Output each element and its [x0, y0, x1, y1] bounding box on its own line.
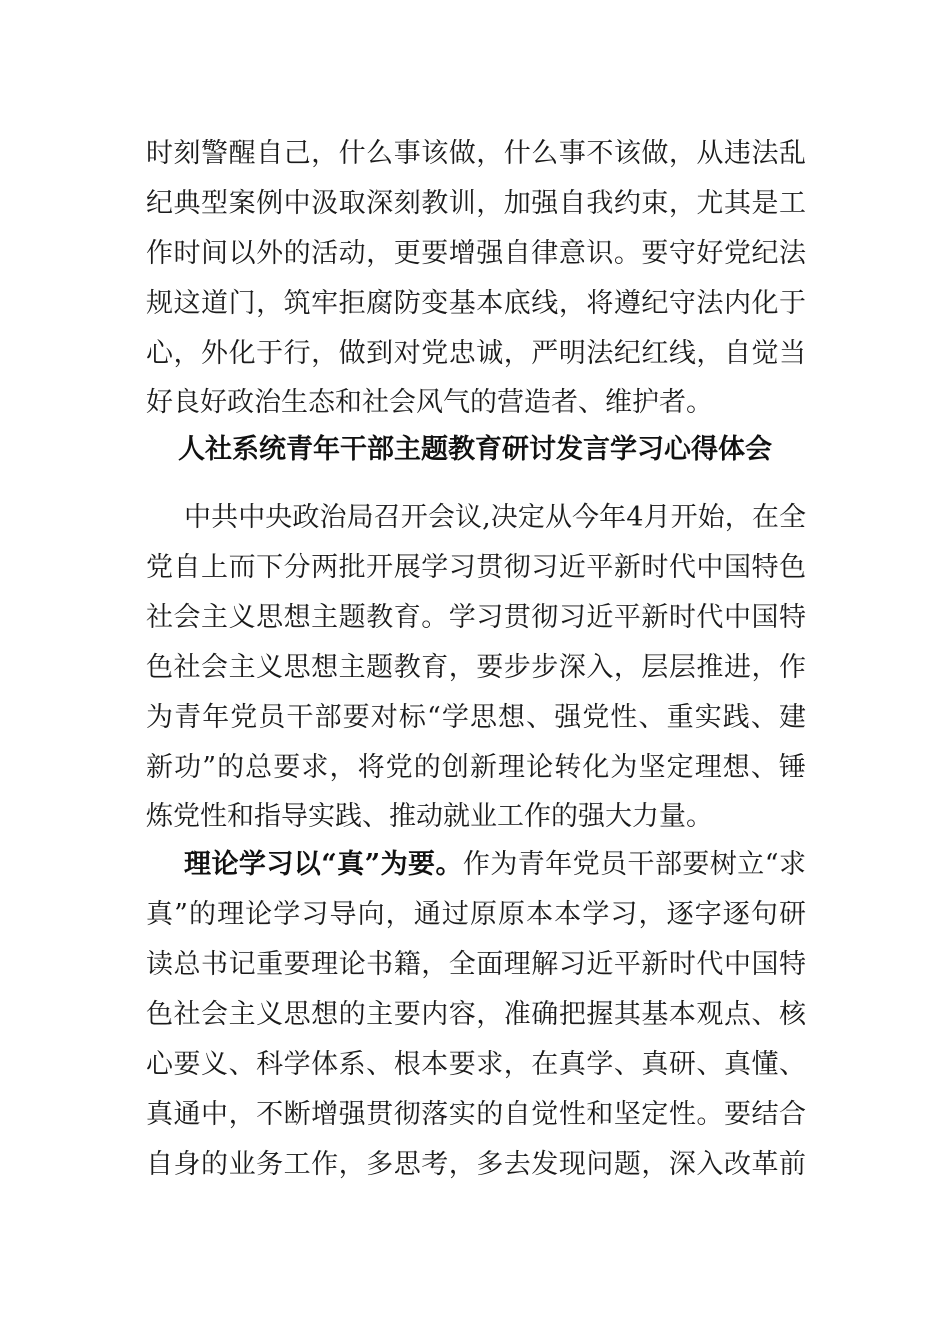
- paragraph-line: 真”的理论学习导向，通过原原本本学习，逐字逐句研: [146, 899, 806, 930]
- paragraph-line: 色社会主义思想主题教育，要步步深入，层层推进，作: [146, 652, 806, 683]
- paragraph-line: 时刻警醒自己，什么事该做，什么事不该做，从违法乱: [146, 138, 806, 169]
- paragraph-line: 色社会主义思想的主要内容，准确把握其基本观点、核: [146, 999, 806, 1030]
- paragraph-line: 炼党性和指导实践、推动就业工作的强大力量。: [146, 801, 713, 832]
- paragraph-line: 读总书记重要理论书籍，全面理解习近平新时代中国特: [146, 949, 806, 980]
- paragraph-line: 党自上而下分两批开展学习贯彻习近平新时代中国特色: [146, 552, 806, 583]
- paragraph-line: 新功”的总要求，将党的创新理论转化为坚定理想、锤: [146, 752, 806, 783]
- paragraph-line: 好良好政治生态和社会风气的营造者、维护者。: [146, 387, 713, 418]
- paragraph-line: 心要义、科学体系、根本要求，在真学、真研、真懂、: [146, 1049, 806, 1080]
- paragraph-line: 真通中，不断增强贯彻落实的自觉性和坚定性。要结合: [146, 1099, 806, 1130]
- section-heading-inline: 理论学习以“真”为要。: [184, 849, 463, 880]
- paragraph-text: 作为青年党员干部要树立“求: [462, 849, 806, 880]
- paragraph-line: [184, 845, 806, 885]
- article-title: 人社系统青年干部主题教育研讨发言学习心得体会: [178, 434, 772, 465]
- paragraph-line: 作时间以外的活动，更要增强自律意识。要守好党纪法: [146, 238, 806, 269]
- paragraph-line: 为青年党员干部要对标“学思想、强党性、重实践、建: [146, 702, 806, 733]
- paragraph-line: 自身的业务工作，多思考，多去发现问题，深入改革前: [146, 1149, 806, 1180]
- paragraph-line: 规这道门，筑牢拒腐防变基本底线，将遵纪守法内化于: [146, 288, 806, 319]
- paragraph-line: 中共中央政治局召开会议,决定从今年4月开始，在全: [184, 502, 806, 533]
- paragraph-line: 纪典型案例中汲取深刻教训，加强自我约束，尤其是工: [146, 188, 806, 219]
- paragraph-line: 心，外化于行，做到对党忠诚，严明法纪红线，自觉当: [146, 338, 806, 369]
- paragraph-line: 社会主义思想主题教育。学习贯彻习近平新时代中国特: [146, 602, 806, 633]
